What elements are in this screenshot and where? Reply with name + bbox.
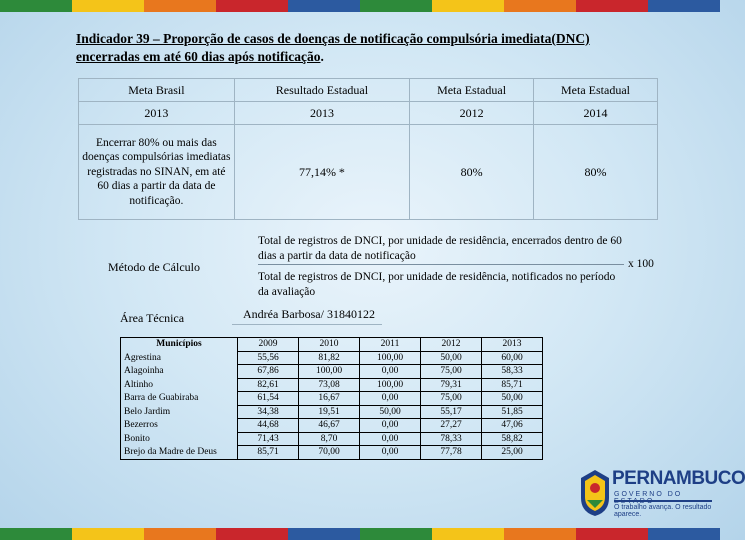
municipio-name: Bonito [121, 432, 238, 446]
fraction-line [258, 264, 624, 265]
table-row [121, 446, 543, 460]
year-header: 2013 [482, 338, 543, 352]
stripe-segment [144, 0, 216, 12]
municipio-value: 0,00 [360, 419, 421, 433]
state-crest-icon [578, 468, 612, 518]
table-row [121, 392, 543, 406]
municipio-value: 55,17 [421, 405, 482, 419]
goals-year-row [79, 102, 658, 125]
value-cell: 77,14% * [234, 125, 409, 220]
municipio-value: 58,33 [482, 365, 543, 379]
logo-tagline: O trabalho avança. O resultado aparece. [614, 504, 712, 518]
municipios-body [121, 351, 543, 459]
municipio-value: 60,00 [482, 351, 543, 365]
metodo-label: Método de Cálculo [108, 260, 200, 274]
area-tecnica-value: Andréa Barbosa/ 31840122 [243, 307, 375, 321]
goal-description: Encerrar 80% ou mais das doenças compulsórias imediatas registradas no SINAN, em até 60 dias a partir da data de notificação. [79, 125, 235, 220]
municipio-value: 81,82 [299, 351, 360, 365]
municipio-value: 100,00 [360, 351, 421, 365]
stripe-segment [216, 528, 288, 540]
municipio-value: 0,00 [360, 446, 421, 460]
municipio-value: 0,00 [360, 392, 421, 406]
municipio-value: 51,85 [482, 405, 543, 419]
table-row [121, 432, 543, 446]
stripe-segment [360, 0, 432, 12]
municipio-value: 100,00 [360, 378, 421, 392]
municipio-name: Brejo da Madre de Deus [121, 446, 238, 460]
year-header: 2009 [238, 338, 299, 352]
stripe-segment [576, 0, 648, 12]
page-title [76, 30, 696, 66]
municipio-name: Bezerros [121, 419, 238, 433]
municipio-name: Agrestina [121, 351, 238, 365]
logo-subtitle: GOVERNO DO [614, 491, 683, 498]
municipio-value: 27,27 [421, 419, 482, 433]
municipio-value: 100,00 [299, 365, 360, 379]
table-row [121, 351, 543, 365]
municipio-value: 8,70 [299, 432, 360, 446]
goals-table [78, 78, 658, 220]
municipio-value: 85,71 [238, 446, 299, 460]
formula-multiplier: x 100 [628, 258, 654, 270]
top-color-stripe [0, 0, 720, 12]
goals-header-row [79, 79, 658, 102]
stripe-segment [504, 0, 576, 12]
municipio-value: 44,68 [238, 419, 299, 433]
municipio-value: 75,00 [421, 365, 482, 379]
stripe-segment [288, 528, 360, 540]
value-cell: 80% [410, 125, 534, 220]
municipio-name: Alagoinha [121, 365, 238, 379]
year-header: 2011 [360, 338, 421, 352]
stripe-segment [72, 528, 144, 540]
stripe-segment [0, 0, 72, 12]
pernambuco-logo [574, 462, 745, 524]
municipios-header-row [121, 338, 543, 352]
municipio-value: 75,00 [421, 392, 482, 406]
municipios-header: Municípios [121, 338, 238, 352]
municipio-value: 19,51 [299, 405, 360, 419]
municipio-value: 67,86 [238, 365, 299, 379]
bottom-color-stripe [0, 528, 720, 540]
value-cell: 80% [534, 125, 658, 220]
formula-numerator: Total de registros de DNCI, por unidade de residência, encerrados dentro de 60 dias a partir da data de notificação [258, 235, 622, 262]
municipio-value: 70,00 [299, 446, 360, 460]
stripe-segment [432, 528, 504, 540]
stripe-segment [144, 528, 216, 540]
municipio-value: 25,00 [482, 446, 543, 460]
stripe-segment [72, 0, 144, 12]
title-line-2: encerradas em até 60 dias após notificação [76, 49, 321, 64]
stripe-segment [0, 528, 72, 540]
year-header: 2010 [299, 338, 360, 352]
year-cell: 2013 [234, 102, 409, 125]
logo-bar [614, 500, 712, 502]
municipio-value: 34,38 [238, 405, 299, 419]
municipio-value: 58,82 [482, 432, 543, 446]
area-tecnica-label: Área Técnica [120, 311, 185, 325]
municipio-value: 85,71 [482, 378, 543, 392]
municipio-value: 47,06 [482, 419, 543, 433]
municipio-name: Belo Jardim [121, 405, 238, 419]
municipio-value: 50,00 [482, 392, 543, 406]
municipio-value: 82,61 [238, 378, 299, 392]
formula-denominator: Total de registros de DNCI, por unidade de residência, notificados no período da avaliação [258, 271, 616, 298]
municipio-value: 16,67 [299, 392, 360, 406]
stripe-segment [576, 528, 648, 540]
logo-name: PERNAMBUCO [612, 468, 745, 489]
stripe-segment [504, 528, 576, 540]
stripe-segment [432, 0, 504, 12]
municipio-value: 0,00 [360, 432, 421, 446]
year-cell: 2014 [534, 102, 658, 125]
header-resultado-estadual: Resultado Estadual [234, 79, 409, 102]
municipio-value: 79,31 [421, 378, 482, 392]
municipio-value: 50,00 [421, 351, 482, 365]
municipio-value: 61,54 [238, 392, 299, 406]
municipio-value: 50,00 [360, 405, 421, 419]
table-row [121, 365, 543, 379]
table-row [121, 419, 543, 433]
municipio-value: 77,78 [421, 446, 482, 460]
table-row [121, 378, 543, 392]
municipio-value: 0,00 [360, 365, 421, 379]
stripe-segment [360, 528, 432, 540]
year-header: 2012 [421, 338, 482, 352]
header-meta-estadual-2012: Meta Estadual [410, 79, 534, 102]
year-cell: 2012 [410, 102, 534, 125]
municipio-value: 71,43 [238, 432, 299, 446]
municipio-value: 46,67 [299, 419, 360, 433]
municipio-value: 55,56 [238, 351, 299, 365]
stripe-segment [216, 0, 288, 12]
municipio-name: Altinho [121, 378, 238, 392]
title-period: . [320, 49, 324, 64]
year-cell: 2013 [79, 102, 235, 125]
goals-value-row [79, 125, 658, 220]
table-row [121, 405, 543, 419]
title-line-1: Indicador 39 – Proporção de casos de doenças de notificação compulsória imediata(DNC) [76, 31, 590, 46]
municipios-table [120, 337, 543, 460]
area-tecnica-divider [232, 324, 382, 325]
stripe-segment [288, 0, 360, 12]
stripe-segment [648, 528, 720, 540]
municipio-value: 78,33 [421, 432, 482, 446]
municipio-value: 73,08 [299, 378, 360, 392]
municipio-name: Barra de Guabiraba [121, 392, 238, 406]
stripe-segment [648, 0, 720, 12]
header-meta-estadual-2014: Meta Estadual [534, 79, 658, 102]
header-meta-brasil: Meta Brasil [79, 79, 235, 102]
